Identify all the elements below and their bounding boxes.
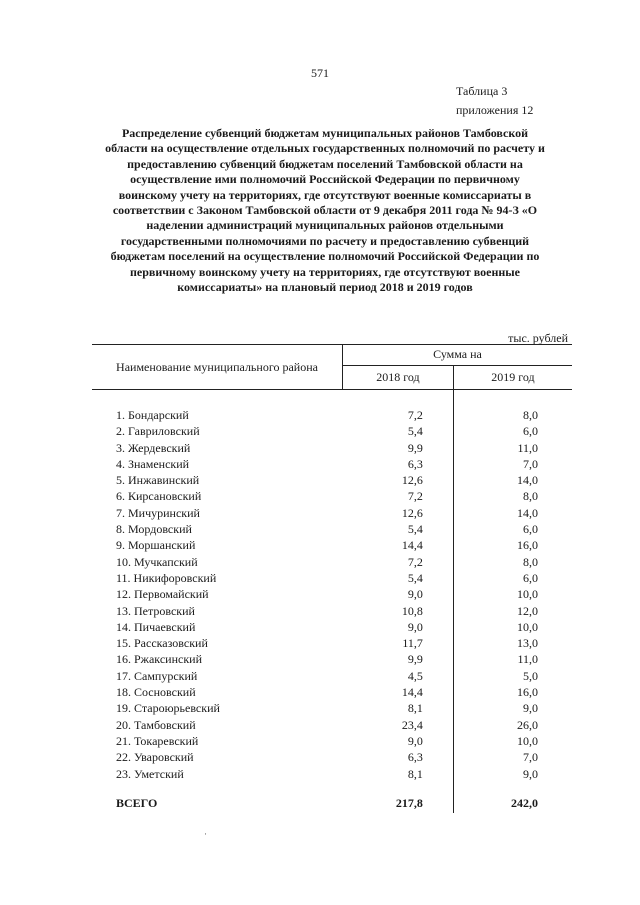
table-row: [92, 570, 572, 586]
value-2018: 5,4: [343, 521, 454, 537]
district-name: 18. Сосновский: [116, 685, 196, 700]
value-2018: 9,9: [343, 651, 454, 667]
district-name: 23. Уметский: [116, 766, 184, 781]
total-2019: 242,0: [511, 795, 538, 810]
page-number: 571: [311, 66, 329, 80]
district-name: 9. Моршанский: [116, 538, 196, 553]
district-name: 2. Гавриловский: [116, 424, 200, 439]
value-2019: 26,0: [517, 717, 538, 732]
value-2019: 12,0: [517, 603, 538, 618]
table-row: [92, 603, 572, 619]
value-2019: 10,0: [517, 733, 538, 748]
value-2018: 6,3: [343, 749, 454, 765]
district-name: 7. Мичуринский: [116, 505, 200, 520]
header-row: [92, 345, 572, 366]
value-2019: 6,0: [523, 424, 538, 439]
value-2019: 16,0: [517, 685, 538, 700]
table-reference-line2: приложения 12: [456, 103, 534, 117]
value-2018: 7,2: [343, 554, 454, 570]
table-row: [92, 635, 572, 651]
table-row: [92, 440, 572, 456]
table-row: [92, 521, 572, 537]
value-2019: 10,0: [517, 619, 538, 634]
value-2019: 9,0: [523, 701, 538, 716]
value-2019: 11,0: [517, 652, 538, 667]
district-name: 11. Никифоровский: [116, 570, 217, 585]
table-row: [92, 537, 572, 553]
value-2018: 7,2: [343, 488, 454, 504]
value-2019: 14,0: [517, 473, 538, 488]
table-row: [92, 619, 572, 635]
document-title: Распределение субвенций бюджетам муниципальных районов Тамбовской области на осуществление отдельных государственных полномочий по расчету и предоставлению субвенций бюджетам поселений Тамбовской области на осуществление ими полномочий Российской Федерации по первичному воинскому учету на территориях, где отсутствуют военные комиссариаты в соответствии с Законом Тамбовской области от 9 декабря 2011 года № 94-З «О наделении администраций муниципальных районов отдельными государственными полномочиями по расчету и предоставлению субвенций бюджетам поселений на осуществление полномочий Российской Федерации по первичному воинскому учету на территориях, где отсутствуют военные комиссариаты» на плановый период 2018 и 2019 годов: [105, 126, 545, 295]
table-body: [92, 390, 572, 813]
table-row: [92, 505, 572, 521]
total-label: ВСЕГО: [116, 795, 158, 810]
district-name: 1. Бондарский: [116, 408, 189, 422]
value-2018: 9,0: [343, 586, 454, 602]
spacer-row: [92, 390, 572, 408]
value-2018: 9,0: [343, 733, 454, 749]
table-row: [92, 488, 572, 504]
spacer-row: [92, 782, 572, 793]
district-name: 15. Рассказовский: [116, 636, 208, 651]
total-row: [92, 793, 572, 813]
table-row: [92, 472, 572, 488]
spacer-cell: [453, 782, 572, 793]
value-2019: 9,0: [523, 766, 538, 781]
table-row: [92, 554, 572, 570]
value-2018: 8,1: [343, 766, 454, 782]
value-2018: 9,9: [343, 440, 454, 456]
value-2018: 6,3: [343, 456, 454, 472]
value-2018: 10,8: [343, 603, 454, 619]
spacer-cell: [92, 390, 343, 408]
value-2019: 7,0: [523, 750, 538, 765]
district-name: 5. Инжавинский: [116, 473, 200, 488]
table-reference: [456, 82, 533, 120]
header-sum: Сумма на: [343, 345, 573, 366]
value-2019: 13,0: [517, 636, 538, 651]
table-reference-line1: Таблица 3: [456, 84, 508, 98]
value-2018: 5,4: [343, 570, 454, 586]
table-row: [92, 749, 572, 765]
district-name: 4. Знаменский: [116, 456, 190, 471]
value-2019: 8,0: [523, 554, 538, 569]
table-row: [92, 700, 572, 716]
district-name: 17. Сампурский: [116, 668, 198, 683]
district-name: 13. Петровский: [116, 603, 195, 618]
value-2019: 10,0: [517, 587, 538, 602]
district-name: 6. Кирсановский: [116, 489, 202, 504]
value-2019: 16,0: [517, 538, 538, 553]
spacer-cell: [343, 782, 454, 793]
table-row: [92, 586, 572, 602]
value-2019: 6,0: [523, 570, 538, 585]
value-2018: 9,0: [343, 619, 454, 635]
value-2019: 11,0: [517, 440, 538, 455]
value-2019: 14,0: [517, 505, 538, 520]
value-2019: 8,0: [523, 408, 538, 422]
value-2018: 14,4: [343, 537, 454, 553]
subvention-table: [92, 344, 572, 813]
value-2018: 23,4: [343, 717, 454, 733]
district-name: 22. Уваровский: [116, 750, 194, 765]
table-row: [92, 717, 572, 733]
value-2019: 5,0: [523, 668, 538, 683]
header-year-2018: 2018 год: [343, 365, 454, 389]
value-2019: 8,0: [523, 489, 538, 504]
district-name: 16. Ржаксинский: [116, 652, 202, 667]
spacer-cell: [343, 390, 454, 408]
table-row: [92, 407, 572, 423]
district-name: 19. Староюрьевский: [116, 701, 220, 716]
value-2019: 6,0: [523, 522, 538, 537]
district-name: 12. Первомайский: [116, 587, 209, 602]
district-name: 21. Токаревский: [116, 733, 199, 748]
total-2018: 217,8: [343, 793, 454, 813]
table-header: [92, 345, 572, 390]
table-row: [92, 456, 572, 472]
district-name: 10. Мучкапский: [116, 554, 198, 569]
table-row: [92, 733, 572, 749]
value-2018: 12,6: [343, 472, 454, 488]
value-2018: 8,1: [343, 700, 454, 716]
units-label: тыс. рублей: [508, 331, 568, 345]
spacer-cell: [453, 390, 572, 408]
table-row: [92, 423, 572, 439]
header-district-name: Наименование муниципального района: [92, 345, 343, 390]
table-row: [92, 668, 572, 684]
value-2018: 14,4: [343, 684, 454, 700]
district-name: 8. Мордовский: [116, 522, 192, 537]
stray-mark: ·: [204, 829, 207, 839]
district-name: 20. Тамбовский: [116, 717, 196, 732]
table-row: [92, 684, 572, 700]
district-name: 14. Пичаевский: [116, 619, 196, 634]
value-2018: 12,6: [343, 505, 454, 521]
value-2018: 5,4: [343, 423, 454, 439]
value-2019: 7,0: [523, 456, 538, 471]
table-row: [92, 766, 572, 782]
header-year-2019: 2019 год: [453, 365, 572, 389]
value-2018: 4,5: [343, 668, 454, 684]
spacer-cell: [92, 782, 343, 793]
table-row: [92, 651, 572, 667]
value-2018: 7,2: [343, 407, 454, 423]
value-2018: 11,7: [343, 635, 454, 651]
district-name: 3. Жердевский: [116, 440, 191, 455]
